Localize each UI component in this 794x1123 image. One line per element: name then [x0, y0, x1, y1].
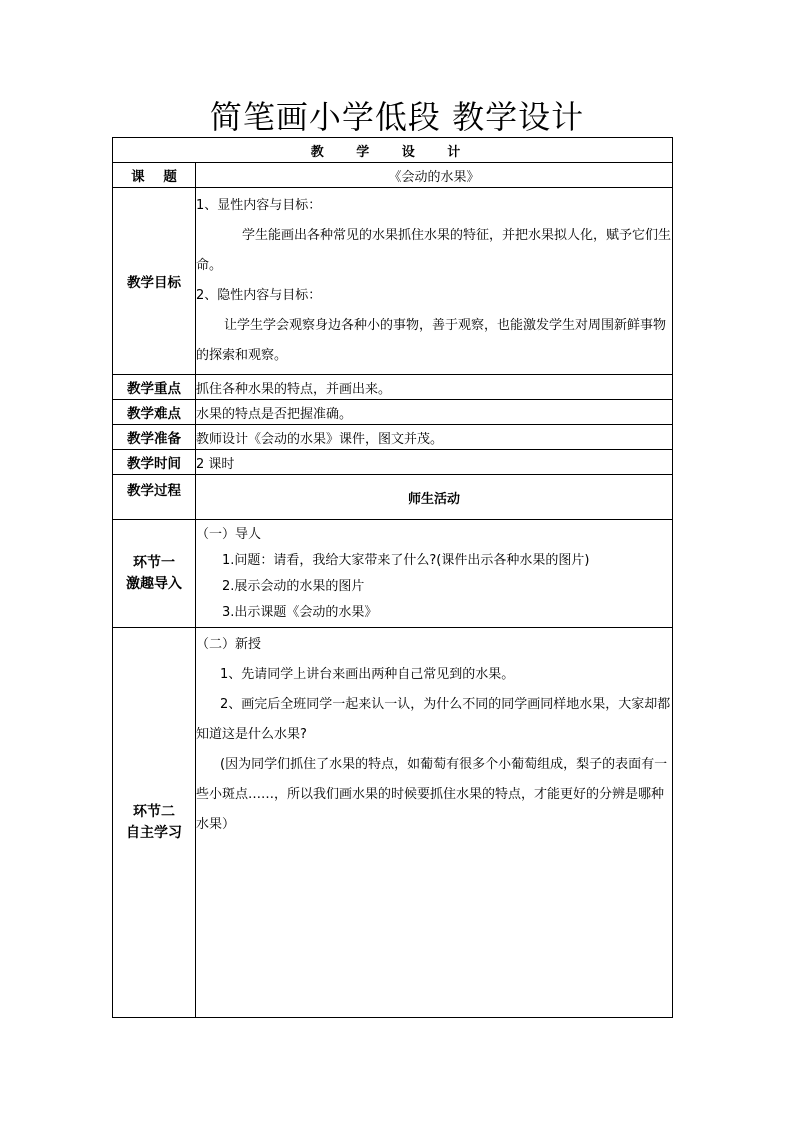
- stage2-label-line2: 自主学习: [126, 824, 182, 841]
- stage2-content: [196, 628, 673, 1018]
- goals-item2-body: 让学生学会观察身边各种小的事物，善于观察，也能激发学生对周围新鲜事物的探索和观察。: [196, 318, 667, 363]
- stage2-label-line1: 环节二: [133, 803, 175, 820]
- process-label: 教学过程: [113, 475, 196, 520]
- preparation-row: [113, 425, 673, 450]
- stage1-label-line2: 激趣导入: [126, 575, 182, 592]
- stage1-line: 2.展示会动的水果的图片: [222, 578, 365, 594]
- stage2-p2: 2、画完后全班同学一起来认一认，为什么不同的同学画同样地水果，大家却都知道这是什么水果?: [196, 697, 671, 742]
- time-row: [113, 450, 673, 475]
- topic-value: 《会动的水果》: [196, 163, 673, 188]
- stage2-label: [113, 628, 196, 1018]
- preparation-label: 教学准备: [113, 425, 196, 450]
- goals-row: [113, 188, 673, 375]
- stage1-content: [196, 520, 673, 628]
- goals-content: [196, 188, 673, 375]
- time-value: 2 课时: [196, 450, 673, 475]
- stage1-line: 3.出示课题《会动的水果》: [222, 604, 378, 620]
- table-header-row: [113, 138, 673, 163]
- topic-row: [113, 163, 673, 188]
- difficulty-row: [113, 400, 673, 425]
- goals-item2-head: 2、隐性内容与目标：: [196, 288, 322, 303]
- stage1-line: （一）导人: [196, 526, 262, 542]
- table-header: 教 学 设 计: [113, 138, 673, 163]
- stage1-label: [113, 520, 196, 628]
- stage2-p3: (因为同学们抓住了水果的特点，如葡萄有很多个小葡萄组成，梨子的表面有一些小斑点……，所以我们画水果的时候要抓住水果的特点，才能更好的分辨是哪种水果）: [196, 757, 668, 832]
- focus-row: [113, 375, 673, 400]
- difficulty-value: 水果的特点是否把握准确。: [196, 400, 673, 425]
- topic-label: 课 题: [113, 163, 196, 188]
- difficulty-label: 教学难点: [113, 400, 196, 425]
- preparation-value: 教师设计《会动的水果》课件，图文并茂。: [196, 425, 673, 450]
- goals-label: 教学目标: [113, 188, 196, 375]
- stage1-row: [113, 520, 673, 628]
- focus-label: 教学重点: [113, 375, 196, 400]
- document-title: 简笔画小学低段 教学设计: [209, 98, 585, 136]
- stage2-p1: 1、先请同学上讲台来画出两种自己常见到的水果。: [220, 667, 515, 682]
- time-label: 教学时间: [113, 450, 196, 475]
- stage1-label-line1: 环节一: [133, 554, 175, 571]
- stage1-line: 1.问题：请看，我给大家带来了什么?(课件出示各种水果的图片): [222, 552, 590, 568]
- process-row: [113, 475, 673, 520]
- goals-item1-head: 1、显性内容与目标：: [196, 198, 322, 213]
- stage2-row: [113, 628, 673, 1018]
- goals-item1-body: 学生能画出各种常见的水果抓住水果的特征，并把水果拟人化，赋予它们生命。: [196, 228, 672, 273]
- lesson-plan-table: [112, 137, 673, 1018]
- process-value: 师生活动: [196, 475, 673, 520]
- stage2-head: （二）新授: [196, 637, 262, 652]
- focus-value: 抓住各种水果的特点，并画出来。: [196, 375, 673, 400]
